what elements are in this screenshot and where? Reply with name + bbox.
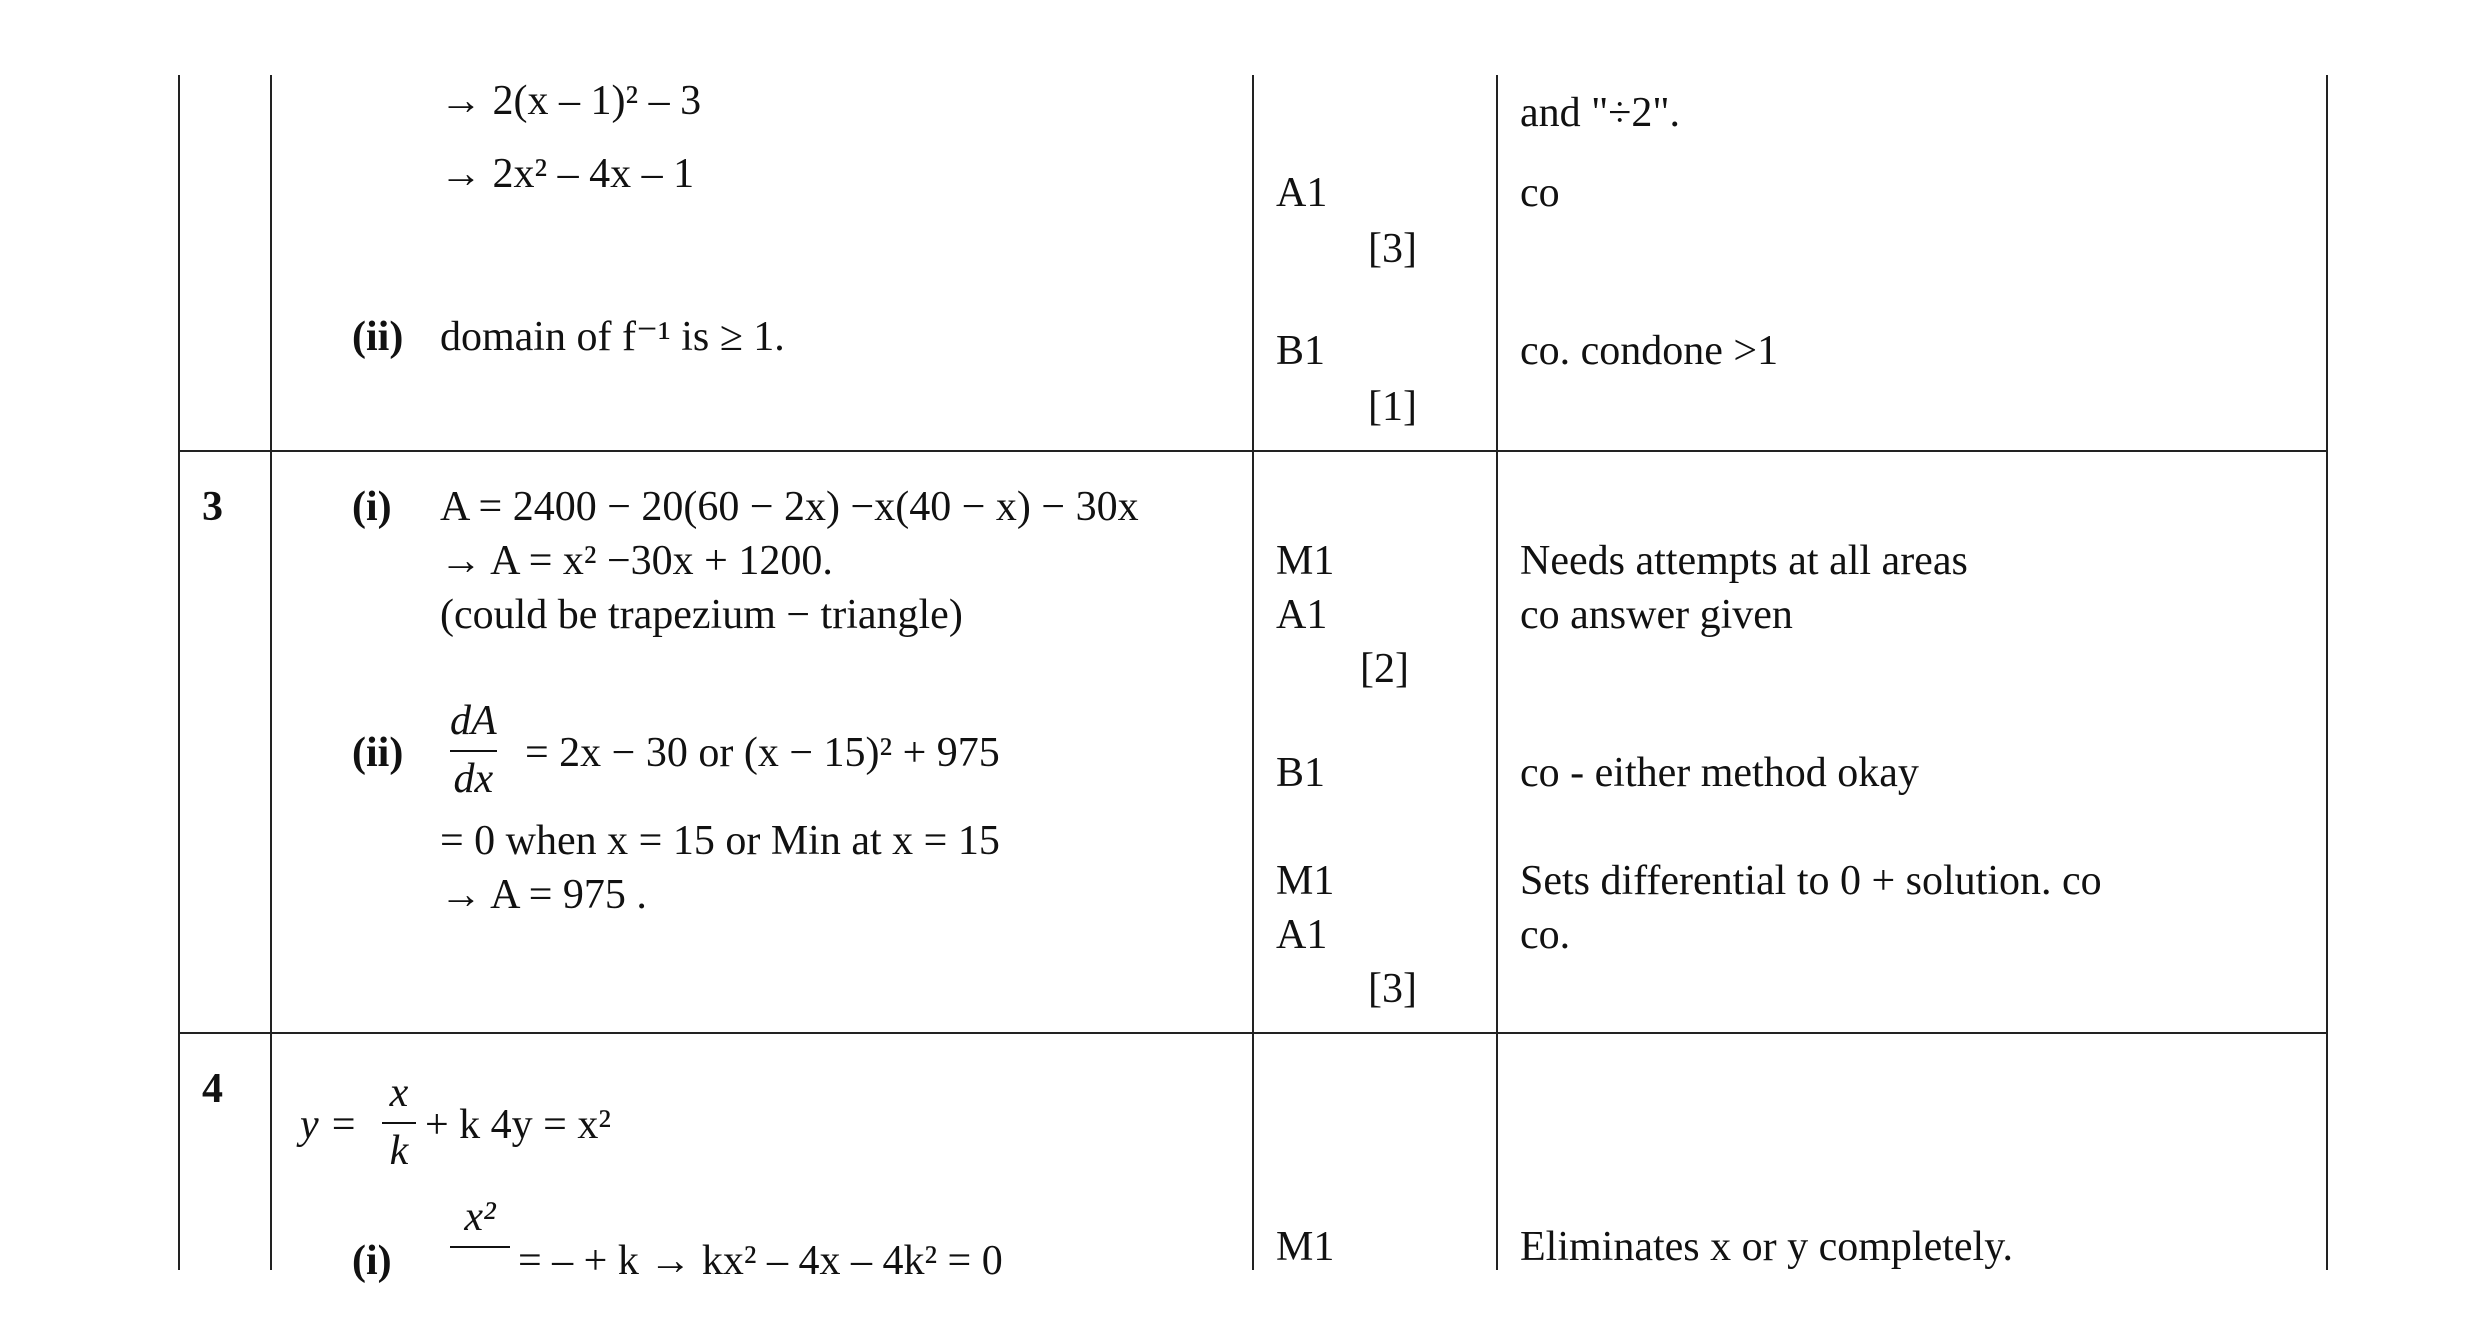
solution-line: A = 2400 − 20(60 − 2x) −x(40 − x) − 30x bbox=[440, 484, 1139, 530]
fraction-numerator: dA bbox=[450, 698, 497, 744]
solution-line: = 0 when x = 15 or Min at x = 15 bbox=[440, 818, 1000, 864]
solution-line: = – + k → kx² – 4x – 4k² = 0 bbox=[518, 1238, 1003, 1284]
solution-line: → A = 975 . bbox=[440, 872, 647, 918]
mark-code: M1 bbox=[1276, 1224, 1335, 1270]
x-squared-fraction bbox=[450, 1196, 510, 1254]
fraction-bar bbox=[450, 1246, 510, 1248]
guidance-note: co. bbox=[1520, 912, 1571, 958]
mark-total: [3] bbox=[1368, 966, 1417, 1012]
mark-code: A1 bbox=[1276, 592, 1328, 638]
guidance-note: Sets differential to 0 + solution. co bbox=[1520, 858, 2102, 904]
mark-code: A1 bbox=[1276, 912, 1328, 958]
solution-line: → 2x² – 4x – 1 bbox=[440, 151, 695, 197]
equation-lhs: y = bbox=[300, 1102, 358, 1148]
fraction-bar bbox=[450, 750, 497, 752]
mark-code: B1 bbox=[1276, 750, 1326, 796]
mark-total: [1] bbox=[1368, 384, 1417, 430]
solution-line: + k 4y = x² bbox=[425, 1102, 611, 1148]
mark-total: [2] bbox=[1360, 646, 1409, 692]
part-label: (i) bbox=[352, 484, 392, 530]
solution-line: → 2(x – 1)² – 3 bbox=[440, 78, 702, 124]
guidance-note: co - either method okay bbox=[1520, 750, 1919, 796]
notes-column-divider bbox=[1496, 75, 1498, 1270]
row-divider bbox=[178, 1032, 2328, 1034]
mark-code: M1 bbox=[1276, 538, 1335, 584]
guidance-note: and "÷2". bbox=[1520, 90, 1680, 136]
guidance-note: co bbox=[1520, 170, 1560, 216]
fraction-numerator: x² bbox=[464, 1194, 496, 1240]
row-divider bbox=[178, 450, 2328, 452]
mark-total: [3] bbox=[1368, 226, 1417, 272]
guidance-note: Eliminates x or y completely. bbox=[1520, 1224, 2013, 1270]
guidance-note: co. condone >1 bbox=[1520, 328, 1779, 374]
question-number: 3 bbox=[202, 484, 223, 530]
solution-line: → A = x² −30x + 1200. bbox=[440, 538, 833, 584]
table-border-left bbox=[178, 75, 180, 1270]
guidance-note: Needs attempts at all areas bbox=[1520, 538, 1968, 584]
fraction-denominator: k bbox=[389, 1128, 409, 1174]
solution-line: (could be trapezium − triangle) bbox=[440, 592, 963, 638]
solution-line: domain of f⁻¹ is ≥ 1. bbox=[440, 314, 785, 360]
mark-code: B1 bbox=[1276, 328, 1326, 374]
question-column-divider bbox=[270, 75, 272, 1270]
fraction-denominator: dx bbox=[453, 756, 494, 802]
marks-column-divider bbox=[1252, 75, 1254, 1270]
x-over-k-fraction bbox=[382, 1072, 416, 1172]
guidance-note: co answer given bbox=[1520, 592, 1793, 638]
fraction-numerator: x bbox=[389, 1070, 409, 1116]
solution-line: = 2x − 30 or (x − 15)² + 975 bbox=[525, 730, 1000, 776]
question-number: 4 bbox=[202, 1066, 223, 1112]
mark-code: M1 bbox=[1276, 858, 1335, 904]
derivative-fraction bbox=[450, 700, 497, 800]
table-border-right bbox=[2326, 75, 2328, 1270]
part-label: (ii) bbox=[352, 314, 404, 360]
part-label: (ii) bbox=[352, 730, 404, 776]
mark-code: A1 bbox=[1276, 170, 1328, 216]
fraction-bar bbox=[382, 1122, 416, 1124]
part-label: (i) bbox=[352, 1238, 392, 1284]
